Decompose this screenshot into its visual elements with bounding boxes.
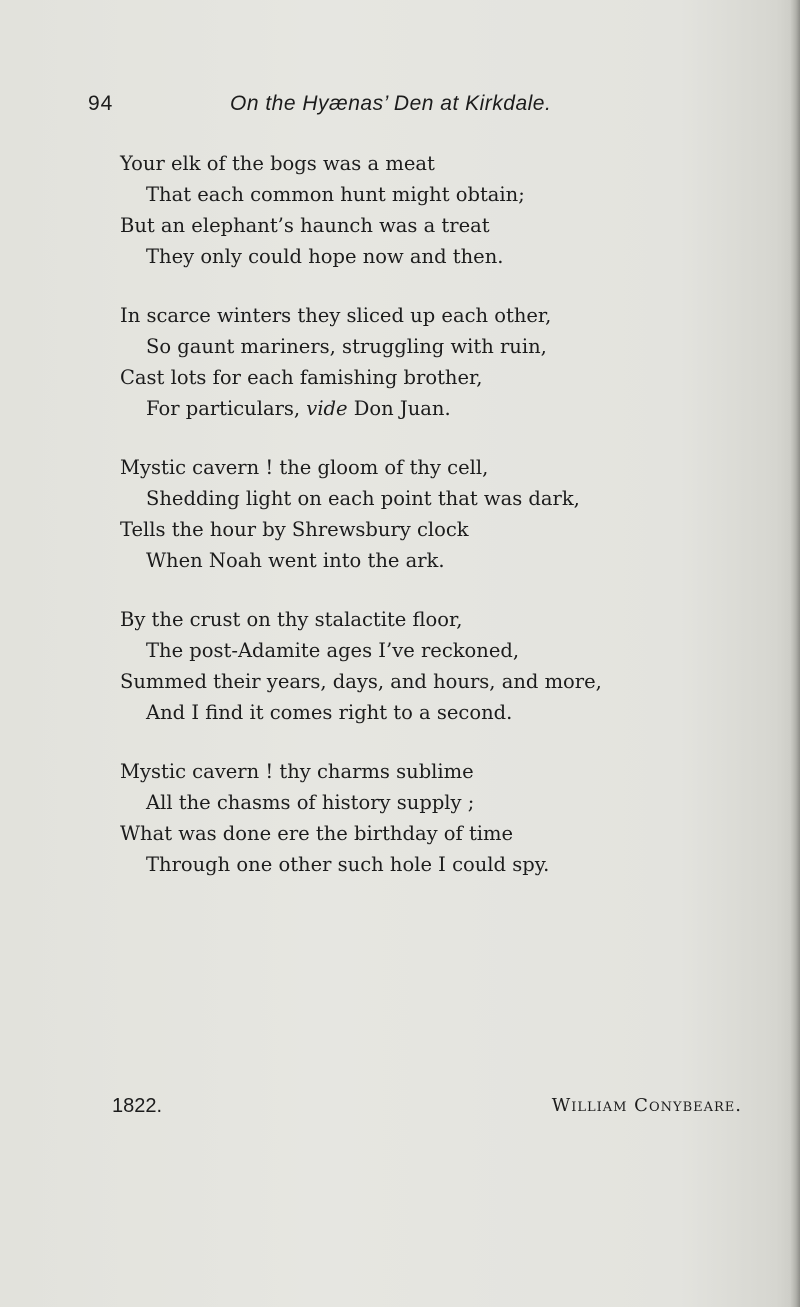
- running-title: On the Hyænas’ Den at Kirkdale.: [230, 92, 552, 115]
- poem-author: William Conybeare.: [551, 1095, 742, 1116]
- poem-line-italic: vide: [306, 397, 348, 420]
- poem-line: Your elk of the bogs was a meat: [120, 152, 435, 175]
- page-edge-shadow: [790, 0, 800, 1307]
- poem-line: Mystic cavern ! the gloom of thy cell,: [120, 456, 489, 479]
- poem-line: They only could hope now and then.: [146, 245, 504, 268]
- poem-line: Through one other such hole I could spy.: [146, 853, 550, 876]
- poem-line: What was done ere the birthday of time: [120, 822, 514, 845]
- poem-line: So gaunt mariners, struggling with ruin,: [146, 335, 547, 358]
- stanza-5: [120, 756, 740, 880]
- poem-line-part: For particulars,: [146, 397, 307, 420]
- poem-line: All the chasms of history supply ;: [146, 791, 475, 814]
- poem-line: Summed their years, days, and hours, and more,: [120, 670, 602, 693]
- stanza-1: [120, 148, 740, 272]
- page-number: 94: [88, 92, 114, 115]
- poem-line: [120, 393, 740, 424]
- poem-line: Tells the hour by Shrewsbury clock: [120, 518, 469, 541]
- poem-line: But an elephant’s haunch was a treat: [120, 214, 490, 237]
- poem-line: Mystic cavern ! thy charms sublime: [120, 760, 474, 783]
- poem-line: Shedding light on each point that was dark,: [146, 487, 580, 510]
- poem-line: And I find it comes right to a second.: [146, 701, 513, 724]
- poem-date: 1822.: [112, 1095, 163, 1117]
- stanza-4: [120, 604, 740, 728]
- poem-line-part: Don Juan.: [347, 397, 451, 420]
- poem: [120, 148, 740, 908]
- stanza-3: [120, 452, 740, 576]
- poem-line: When Noah went into the ark.: [146, 549, 445, 572]
- poem-line: By the crust on thy stalactite floor,: [120, 608, 463, 631]
- running-head: [88, 92, 728, 122]
- poem-line: The post-Adamite ages I’ve reckoned,: [146, 639, 520, 662]
- poem-line: In scarce winters they sliced up each other,: [120, 304, 552, 327]
- poem-footer: [112, 1095, 742, 1125]
- poem-line: Cast lots for each famishing brother,: [120, 366, 483, 389]
- poem-line: That each common hunt might obtain;: [146, 183, 525, 206]
- stanza-2: [120, 300, 740, 424]
